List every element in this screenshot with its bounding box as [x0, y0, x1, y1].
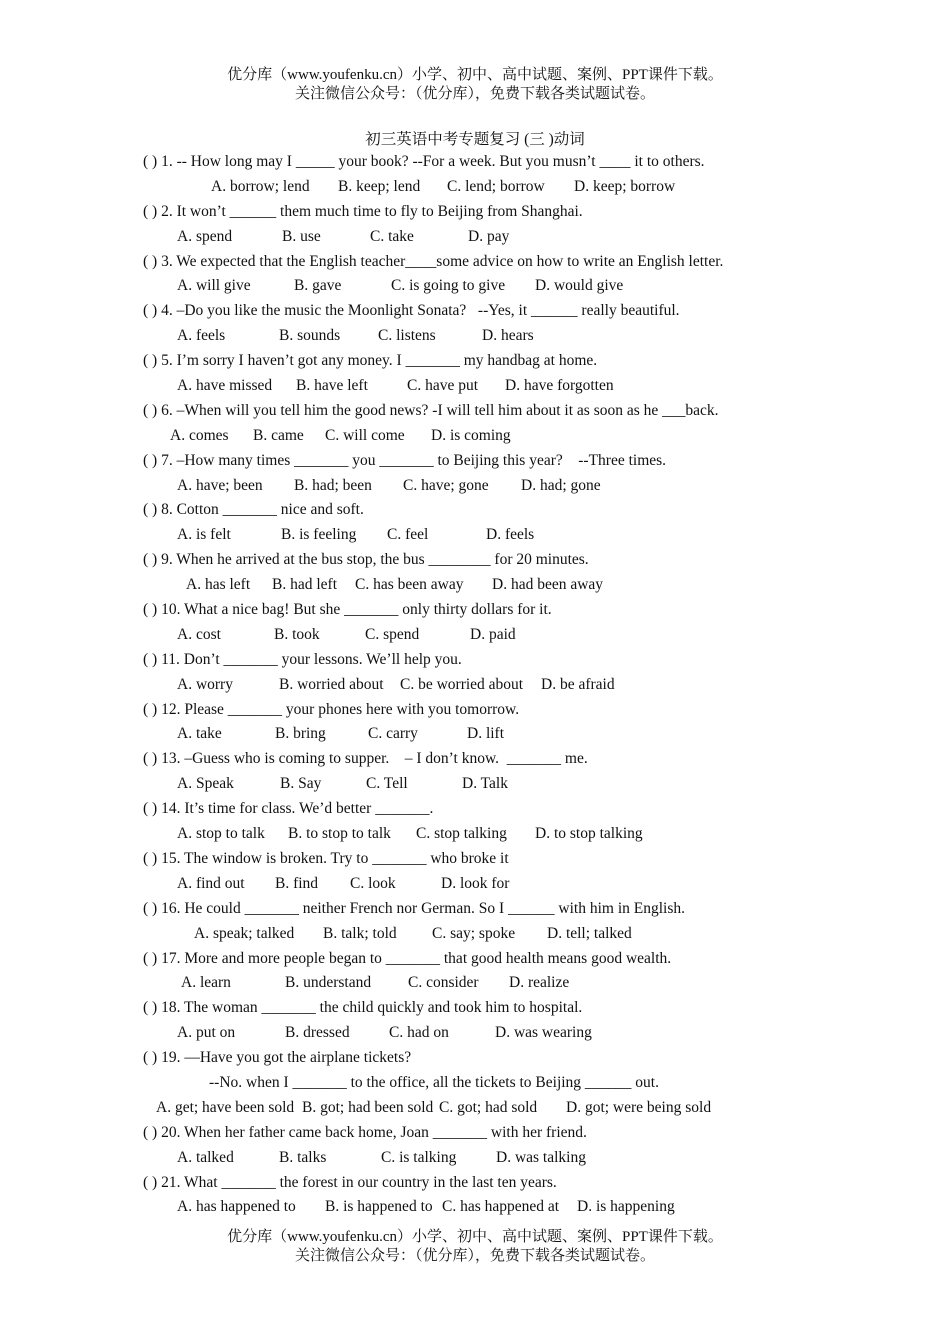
question-9-option-d: D. had been away	[492, 576, 604, 594]
question-20-options	[143, 1146, 933, 1171]
question-6-options	[143, 424, 933, 449]
question-13-options	[143, 772, 933, 797]
question-7-option-a: A. have; been	[177, 476, 263, 494]
question-11-options	[143, 673, 933, 698]
question-11-option-b: B. worried about	[279, 675, 384, 693]
question-18-option-c: C. had on	[389, 1024, 449, 1042]
question-20-option-a: A. talked	[177, 1148, 234, 1166]
question-21-stem: ( ) 21. What _______ the forest in our country in the last ten years.	[143, 1173, 557, 1191]
question-6-option-a: A. comes	[170, 426, 229, 444]
question-16-options	[143, 922, 933, 947]
question-19-stem: ( ) 19. —Have you got the airplane tickets?	[143, 1049, 412, 1067]
question-3-options	[143, 274, 933, 299]
question-1-stem: ( ) 1. -- How long may I _____ your book? --For a week. But you musn’t ____ it to others.	[143, 153, 705, 170]
question-20-stem: ( ) 20. When her father came back home, Joan _______ with her friend.	[143, 1123, 587, 1141]
question-14-stem: ( ) 14. It’s time for class. We’d better _______.	[143, 800, 434, 818]
question-9-stem: ( ) 9. When he arrived at the bus stop, the bus ________ for 20 minutes.	[143, 551, 589, 569]
question-15-option-c: C. look	[350, 874, 396, 892]
question-4-option-d: D. hears	[482, 327, 534, 345]
question-18-option-b: B. dressed	[285, 1024, 350, 1042]
question-14-options	[143, 822, 933, 847]
question-10-option-d: D. paid	[470, 625, 516, 643]
question-8-option-b: B. is feeling	[281, 526, 357, 544]
question-7-option-b: B. had; been	[294, 476, 372, 494]
question-17-options	[143, 971, 933, 996]
question-10-option-a: A. cost	[177, 625, 221, 643]
question-11-option-c: C. be worried about	[400, 675, 524, 693]
header-line-2: 关注微信公众号：（优分库），免费下载各类试题试卷。	[294, 86, 655, 102]
question-8-option-c: C. feel	[387, 526, 429, 544]
question-2-option-a: A. spend	[177, 227, 233, 245]
page-footer	[0, 1228, 950, 1266]
question-11-stem: ( ) 11. Don’t _______ your lessons. We’ll help you.	[143, 650, 462, 668]
question-4-option-b: B. sounds	[279, 327, 341, 345]
question-4-options	[143, 324, 933, 349]
question-4-stem: ( ) 4. –Do you like the music the Moonlight Sonata? --Yes, it ______ really beautiful.	[143, 302, 680, 320]
question-13-option-a: A. Speak	[177, 775, 234, 793]
question-1-option-c: C. lend; borrow	[447, 177, 545, 195]
question-7-options	[143, 474, 933, 499]
question-11-option-a: A. worry	[177, 675, 233, 693]
question-13-option-b: B. Say	[280, 775, 322, 793]
question-20-option-b: B. talks	[279, 1148, 327, 1166]
question-9-option-a: A. has left	[186, 576, 251, 594]
question-3-option-c: C. is going to give	[391, 277, 506, 295]
question-15-option-a: A. find out	[177, 874, 245, 892]
question-10-options	[143, 623, 933, 648]
question-7-option-c: C. have; gone	[403, 476, 489, 494]
question-5-stem: ( ) 5. I’m sorry I haven’t got any money. I _______ my handbag at home.	[143, 352, 598, 370]
question-12-option-d: D. lift	[467, 725, 505, 743]
question-3-option-d: D. would give	[535, 277, 624, 295]
question-20-option-d: D. was talking	[496, 1148, 586, 1166]
header-line-1: 优分库（www.youfenku.cn）小学、初中、高中试题、案例、PPT课件下载。	[227, 67, 723, 83]
question-21-option-a: A. has happened to	[177, 1198, 296, 1216]
question-1-options	[143, 175, 933, 200]
question-18-option-a: A. put on	[177, 1024, 236, 1042]
question-18-options	[143, 1021, 933, 1046]
question-5-option-d: D. have forgotten	[505, 377, 614, 395]
question-list	[143, 150, 933, 1220]
question-1-option-a: A. borrow; lend	[211, 177, 310, 195]
question-10-option-c: C. spend	[365, 625, 420, 643]
question-6-option-b: B. came	[253, 426, 304, 444]
question-2-option-c: C. take	[370, 227, 414, 245]
question-17-option-b: B. understand	[285, 974, 372, 992]
question-14-option-d: D. to stop talking	[535, 825, 643, 843]
question-13-option-d: D. Talk	[462, 775, 508, 793]
question-14-option-c: C. stop talking	[416, 825, 507, 843]
question-6-option-c: C. will come	[325, 426, 405, 444]
question-17-option-c: C. consider	[408, 974, 479, 992]
question-2-stem: ( ) 2. It won’t ______ them much time to fly to Beijing from Shanghai.	[143, 202, 583, 220]
question-19-options	[143, 1096, 933, 1121]
question-12-option-b: B. bring	[275, 725, 326, 743]
question-12-options	[143, 722, 933, 747]
question-3-option-b: B. gave	[294, 277, 342, 295]
question-6-stem: ( ) 6. –When will you tell him the good news? -I will tell him about it as soon as he ___back.	[143, 401, 719, 419]
question-19-reply: --No. when I _______ to the office, all the tickets to Beijing ______ out.	[209, 1073, 659, 1091]
question-9-options	[143, 573, 933, 598]
question-11-option-d: D. be afraid	[541, 675, 615, 693]
question-5-option-b: B. have left	[296, 377, 368, 395]
question-8-option-a: A. is felt	[177, 526, 231, 544]
question-21-option-d: D. is happening	[577, 1198, 675, 1216]
question-15-option-d: D. look for	[441, 874, 510, 892]
question-12-option-a: A. take	[177, 725, 222, 743]
question-19-option-a: A. get; have been sold	[156, 1098, 295, 1116]
question-3-option-a: A. will give	[177, 277, 251, 295]
question-17-option-d: D. realize	[509, 974, 570, 992]
page-title: 初三英语中考专题复习 (三 )动词	[365, 131, 585, 148]
question-15-options	[143, 872, 933, 897]
question-7-stem: ( ) 7. –How many times _______ you _______ to Beijing this year? --Three times.	[143, 451, 667, 469]
question-4-option-a: A. feels	[177, 327, 226, 345]
question-8-stem: ( ) 8. Cotton _______ nice and soft.	[143, 501, 364, 519]
question-19-option-c: C. got; had sold	[439, 1098, 538, 1116]
question-13-stem: ( ) 13. –Guess who is coming to supper. – I don’t know. _______ me.	[143, 750, 588, 768]
question-2-options	[143, 225, 933, 250]
question-8-option-d: D. feels	[486, 526, 535, 544]
question-18-option-d: D. was wearing	[495, 1024, 592, 1042]
question-12-stem: ( ) 12. Please _______ your phones here with you tomorrow.	[143, 700, 520, 718]
question-16-option-c: C. say; spoke	[432, 924, 516, 942]
question-4-option-c: C. listens	[378, 327, 436, 345]
question-14-option-a: A. stop to talk	[177, 825, 265, 843]
question-2-option-d: D. pay	[468, 227, 510, 245]
question-21-options	[143, 1195, 933, 1220]
footer-line-1: 优分库（www.youfenku.cn）小学、初中、高中试题、案例、PPT课件下载。	[227, 1229, 723, 1245]
question-19-option-d: D. got; were being sold	[566, 1098, 712, 1116]
question-18-stem: ( ) 18. The woman _______ the child quickly and took him to hospital.	[143, 999, 583, 1017]
question-16-option-d: D. tell; talked	[547, 924, 632, 942]
page-header	[0, 66, 950, 104]
question-16-option-b: B. talk; told	[323, 924, 397, 942]
question-21-option-c: C. has happened at	[442, 1198, 560, 1216]
question-17-stem: ( ) 17. More and more people began to _______ that good health means good wealth.	[143, 949, 672, 967]
footer-line-2: 关注微信公众号：（优分库），免费下载各类试题试卷。	[294, 1248, 655, 1264]
question-3-stem: ( ) 3. We expected that the English teacher____some advice on how to write an English letter.	[143, 252, 724, 270]
question-5-option-a: A. have missed	[177, 377, 273, 395]
question-7-option-d: D. had; gone	[521, 476, 601, 494]
question-6-option-d: D. is coming	[431, 426, 511, 444]
question-9-option-c: C. has been away	[355, 576, 464, 594]
question-8-options	[143, 523, 933, 548]
question-2-option-b: B. use	[282, 227, 321, 245]
question-9-option-b: B. had left	[272, 576, 337, 594]
question-5-option-c: C. have put	[407, 377, 479, 395]
question-20-option-c: C. is talking	[381, 1148, 457, 1166]
question-15-option-b: B. find	[275, 874, 319, 892]
question-21-option-b: B. is happened to	[325, 1198, 433, 1216]
question-10-option-b: B. took	[274, 625, 320, 643]
question-17-option-a: A. learn	[181, 974, 231, 992]
question-1-option-b: B. keep; lend	[338, 177, 421, 195]
question-19-option-b: B. got; had been sold	[302, 1098, 434, 1116]
question-16-option-a: A. speak; talked	[194, 924, 295, 942]
question-12-option-c: C. carry	[368, 725, 418, 743]
question-10-stem: ( ) 10. What a nice bag! But she _______ only thirty dollars for it.	[143, 601, 552, 619]
question-16-stem: ( ) 16. He could _______ neither French nor German. So I ______ with him in English.	[143, 899, 685, 917]
question-13-option-c: C. Tell	[366, 775, 408, 793]
question-14-option-b: B. to stop to talk	[288, 825, 391, 843]
question-5-options	[143, 374, 933, 399]
question-1-option-d: D. keep; borrow	[574, 177, 676, 195]
question-15-stem: ( ) 15. The window is broken. Try to _______ who broke it	[143, 849, 509, 867]
